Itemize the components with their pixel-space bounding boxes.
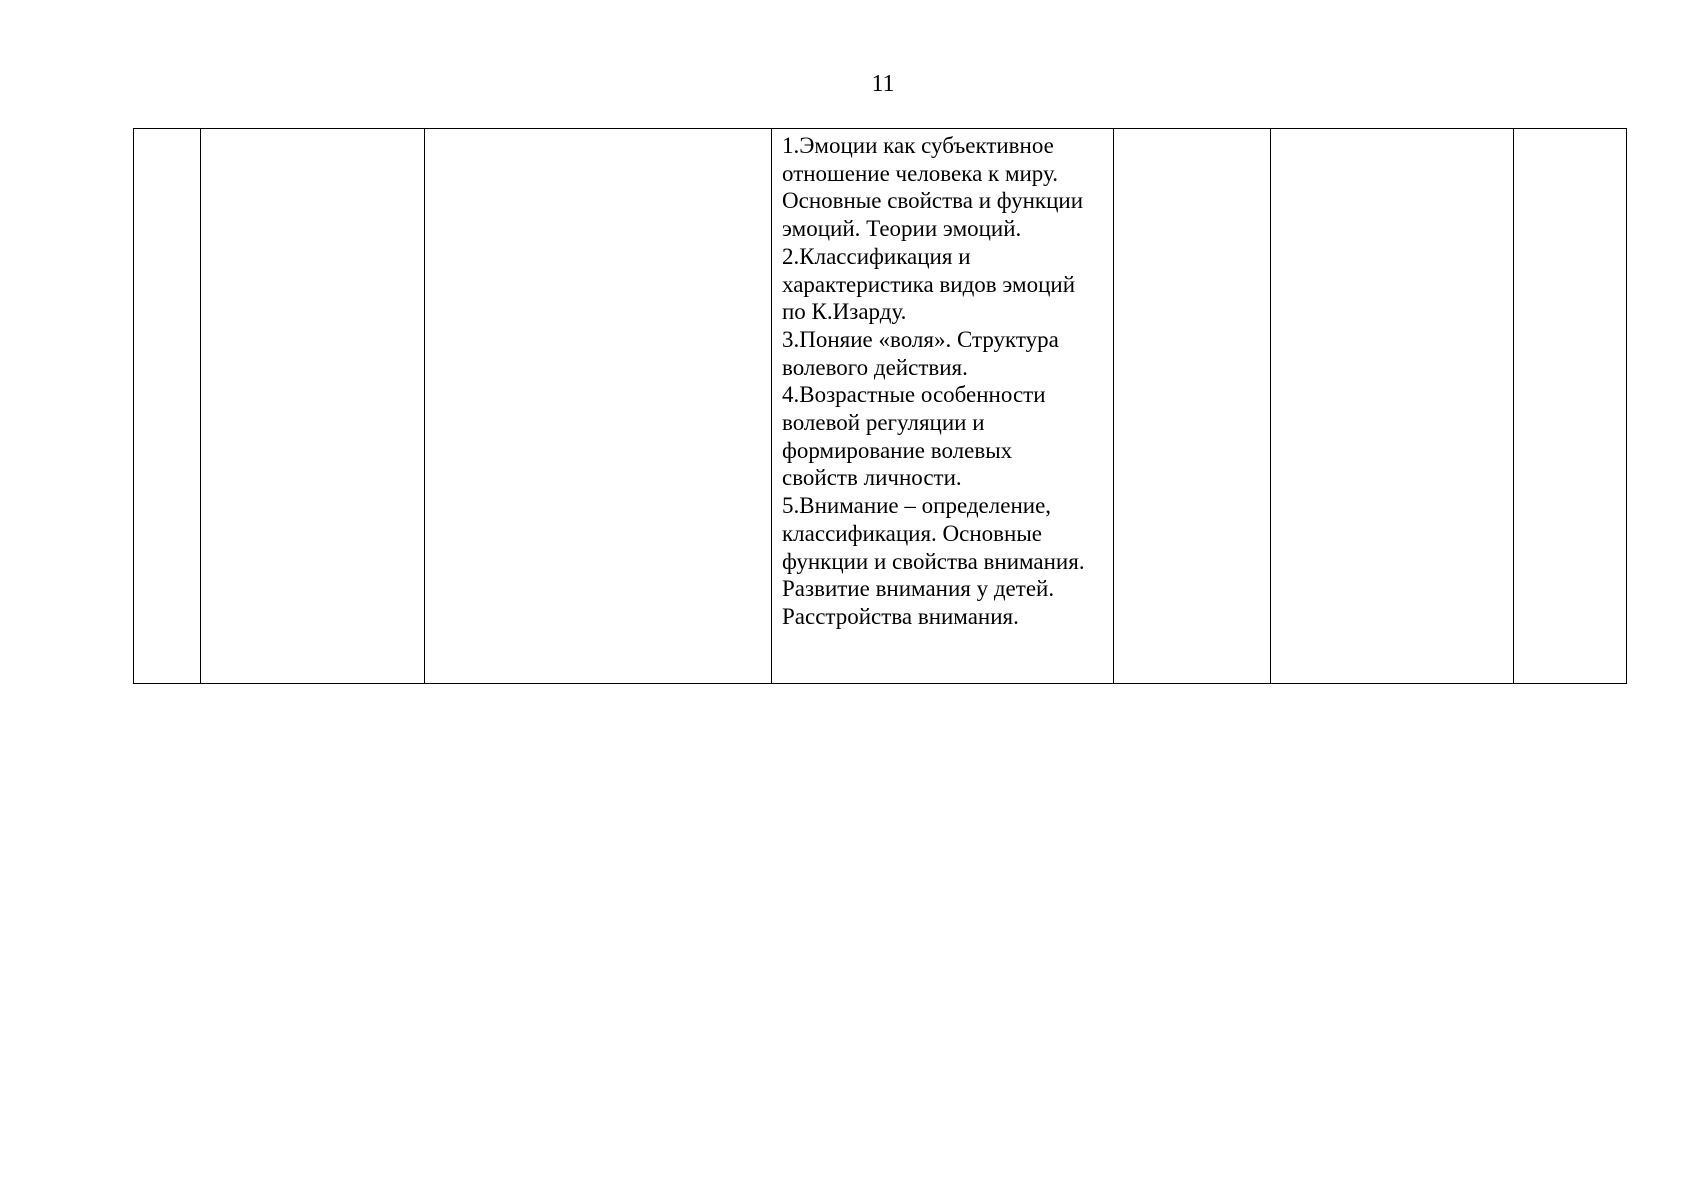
table-cell-col5 [1114,129,1271,684]
topic-line: волевого действия. [782,354,968,380]
program-table [133,128,1627,684]
topic-line: по К.Изарду. [782,299,907,325]
table-cell-col3 [425,129,772,684]
topic-line: функции и свойства внимания. [782,548,1085,574]
topic-line: свойств личности. [782,465,962,491]
table-cell-col1 [134,129,201,684]
topic-line: 5.Внимание – определение, [782,493,1052,519]
topic-line: 1.Эмоции как субъективное [782,133,1054,158]
topic-line: отношение человека к миру. [782,160,1058,186]
topic-line: Развитие внимания у детей. [782,576,1055,602]
table-cell-col2 [201,129,425,684]
topic-line: характеристика видов эмоций [782,271,1076,297]
topic-line: 2.Классификация и [782,243,971,269]
table-cell-col7 [1514,129,1627,684]
topic-line: классификация. Основные [782,520,1042,546]
table-row [134,129,1627,684]
table-cell-col6 [1271,129,1514,684]
page-number: 11 [871,71,895,97]
table-cell-topics [772,129,1114,684]
topic-line: волевой регуляции и [782,410,985,436]
topic-line: 4.Возрастные особенности [782,382,1046,408]
topic-line: Расстройства внимания. [782,603,1019,629]
topic-line: эмоций. Теории эмоций. [782,216,1022,242]
topic-line: формирование волевых [782,437,1013,463]
topic-line: Основные свойства и функции [782,188,1083,214]
topic-line: 3.Поняие «воля». Структура [782,326,1059,352]
